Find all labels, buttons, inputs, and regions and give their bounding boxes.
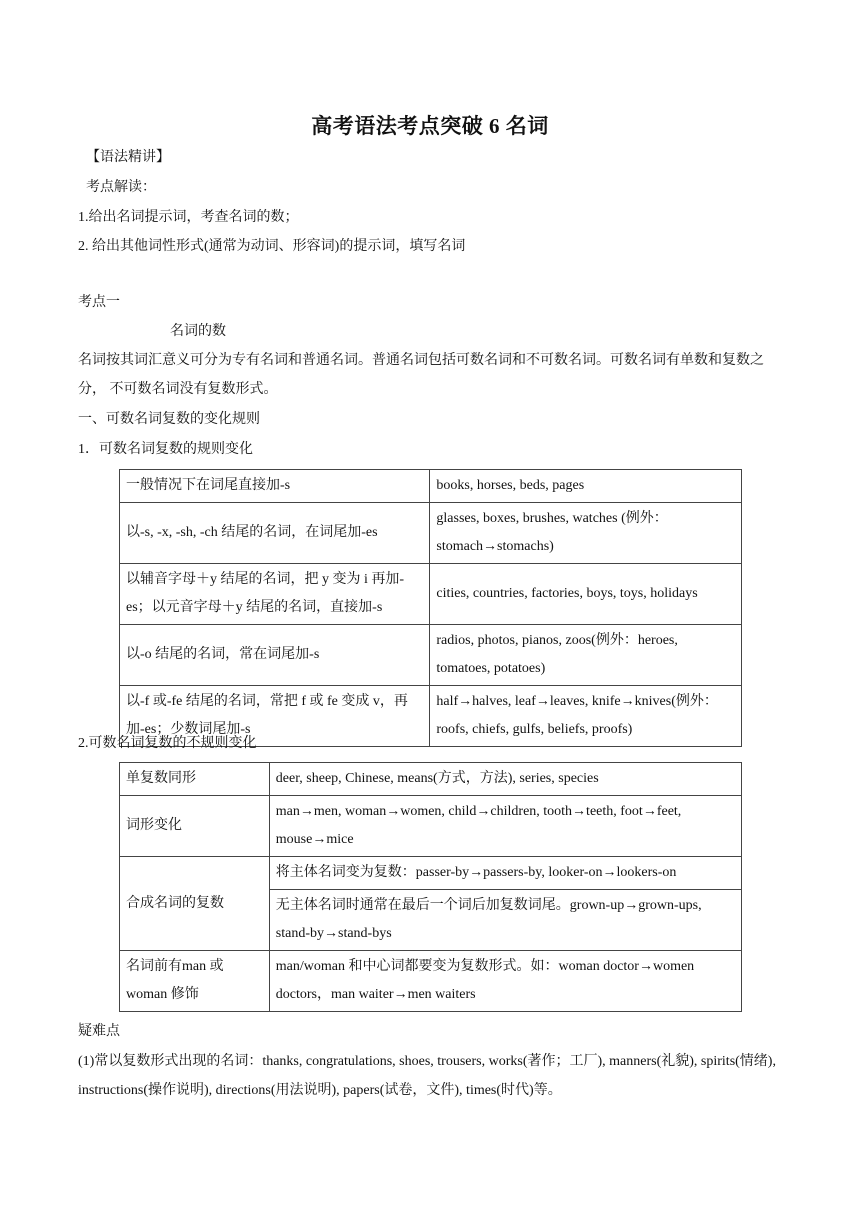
kaodian-subheading: 名词的数 [170,324,226,339]
table-row [120,857,742,890]
example-cell: half→halves, leaf→leaves, knife→knives(例外：roofs, chiefs, gulfs, beliefs, proofs) [430,686,742,747]
note-1: (1)常以复数形式出现的名词：thanks, congratulations, shoes, trousers, works(著作；工厂), manners(礼貌), spirits(情绪), instructions(操作说明), directions(用法说明), papers(试卷，文件), times(时代)等。 [78,1054,776,1098]
difficulty-heading: 疑难点 [78,1024,120,1039]
point-1: 1.给出名词提示词，考查名词的数； [78,210,299,225]
example-cell: man→men, woman→women, child→children, tooth→teeth, foot→feet, mouse→mice [269,796,741,857]
example-cell: man/woman 和中心词都要变为复数形式。如：woman doctor→women doctors，man waiter→men waiters [269,951,741,1012]
example-cell: books, horses, beds, pages [430,470,742,503]
rule-cell: 名词前有man 或woman 修饰 [120,951,270,1012]
example-cell: 将主体名词变为复数：passer-by→passers-by, looker-on→lookers-on [269,857,741,890]
rule-cell: 以-s, -x, -sh, -ch 结尾的名词，在词尾加-es [120,503,430,564]
regular-plural-table [119,469,742,747]
heading-1-2: 2.可数名词复数的不规则变化 [78,736,257,751]
table-row [120,796,742,857]
example-cell: deer, sheep, Chinese, means(方式，方法), series, species [269,763,741,796]
example-cell: radios, photos, pianos, zoos(例外：heroes, tomatoes, potatoes) [430,625,742,686]
page-title: 高考语法考点突破 6 名词 [311,114,549,138]
rule-cell: 合成名词的复数 [120,857,270,951]
example-cell: 无主体名词时通常在最后一个词后加复数词尾。grown-up→grown-ups, stand-by→stand-bys [269,890,741,951]
rule-cell: 以-o 结尾的名词，常在词尾加-s [120,625,430,686]
rule-cell: 一般情况下在词尾直接加-s [120,470,430,503]
table-row [120,763,742,796]
section-tag: 【语法精讲】 [86,150,170,165]
table-row [120,564,742,625]
intro-label: 考点解读： [86,180,156,195]
table-row [120,470,742,503]
point-2: 2. 给出其他词性形式(通常为动词、形容词)的提示词，填写名词 [78,239,466,254]
table-row [120,951,742,1012]
table-row [120,503,742,564]
example-cell: glasses, boxes, brushes, watches (例外：stomach→stomachs) [430,503,742,564]
kaodian-heading: 考点一 [78,295,120,310]
description-paragraph: 名词按其词汇意义可分为专有名词和普通名词。普通名词包括可数名词和不可数名词。可数名词有单数和复数之分， 不可数名词没有复数形式。 [78,353,764,397]
heading-1: 一、可数名词复数的变化规则 [78,412,260,427]
rule-cell: 词形变化 [120,796,270,857]
example-cell: cities, countries, factories, boys, toys, holidays [430,564,742,625]
rule-cell: 以-f 或-fe 结尾的名词，常把 f 或 fe 变成 v，再加-es；少数词尾加-s [120,686,430,747]
table-row [120,625,742,686]
rule-cell: 以辅音字母＋y 结尾的名词，把 y 变为 i 再加-es；以元音字母＋y 结尾的名词，直接加-s [120,564,430,625]
rule-cell: 单复数同形 [120,763,270,796]
heading-1-1: 1．可数名词复数的规则变化 [78,442,253,457]
irregular-plural-table [119,762,742,1012]
